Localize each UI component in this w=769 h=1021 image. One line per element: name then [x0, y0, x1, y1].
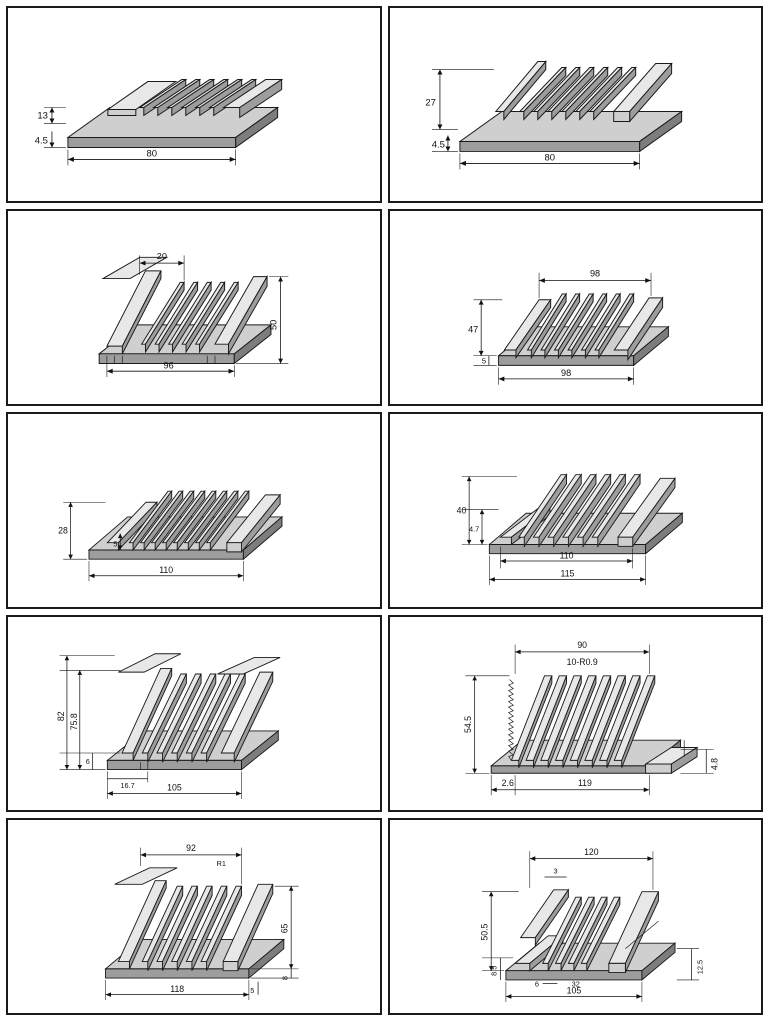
dim-label: 98 — [560, 368, 571, 379]
dim-label: 4.7 — [468, 524, 479, 534]
dim-label: 5 — [113, 539, 118, 549]
dim-label: 6 — [534, 979, 539, 989]
dim-label: 16.7 — [120, 780, 135, 790]
dim-label: 4.5 — [34, 135, 48, 147]
dim-label: 96 — [163, 360, 174, 371]
dim-label: 98 — [589, 268, 600, 279]
figure-cell-5 — [6, 412, 382, 609]
fig-7-drawing — [107, 654, 280, 770]
fig-6-drawing — [489, 475, 682, 554]
dim-label: 119 — [577, 778, 592, 789]
dim-label: 4.5 — [431, 139, 445, 151]
figure-cell-3 — [6, 209, 382, 406]
dim-label: 110 — [159, 564, 174, 575]
dim-label: 3 — [552, 866, 558, 876]
dim-label: 20 — [156, 251, 167, 262]
fig-8-drawing — [491, 676, 697, 773]
dim-label: 50.5 — [479, 923, 490, 941]
dim-label: 2.6 — [501, 778, 514, 789]
dim-label: 5 — [481, 356, 486, 366]
fig-3-drawing — [99, 257, 271, 363]
dim-label: 90 — [576, 640, 587, 651]
figure-grid — [6, 6, 763, 1015]
dim-label: 47 — [467, 324, 478, 335]
fig-5-drawing — [89, 491, 282, 559]
dim-label: 115 — [560, 568, 574, 579]
dim-label: 8.5 — [489, 965, 499, 976]
dim-label: 105 — [566, 985, 581, 996]
dim-label: 92 — [186, 843, 196, 854]
fig-2-drawing — [459, 62, 681, 152]
dim-label: 32 — [571, 979, 580, 989]
fig-1-drawing — [68, 80, 282, 148]
dim-label: 50 — [268, 319, 279, 330]
dim-label: 82 — [56, 711, 67, 722]
figure-cell-2 — [388, 6, 764, 203]
dim-label: 118 — [170, 983, 185, 994]
dim-label: 8 — [280, 976, 290, 981]
dim-label: 105 — [167, 782, 182, 793]
figure-cell-6 — [388, 412, 764, 609]
dim-label: 110 — [559, 550, 574, 561]
figure-cell-9 — [6, 818, 382, 1015]
dim-label: R1 — [216, 858, 227, 868]
dim-label: 4.8 — [708, 757, 719, 771]
figure-cell-4 — [388, 209, 764, 406]
figure-cell-1 — [6, 6, 382, 203]
dim-label: 120 — [583, 846, 599, 857]
fig-9-drawing — [106, 868, 284, 978]
fig-4-drawing — [498, 294, 668, 365]
figure-cell-8 — [388, 615, 764, 812]
fig-10-drawing — [505, 890, 674, 980]
dim-label: 54.5 — [462, 716, 473, 734]
dim-label: 13 — [37, 110, 48, 122]
dim-label: 80 — [146, 148, 158, 160]
figure-cell-7 — [6, 615, 382, 812]
dim-label: 6 — [85, 757, 90, 767]
dim-label: 12.5 — [695, 959, 705, 975]
dim-label: 65 — [279, 923, 290, 934]
figure-cell-10 — [388, 818, 764, 1015]
dim-label: 28 — [58, 525, 68, 536]
dim-label: 80 — [544, 152, 555, 164]
dim-label: 10-R0.9 — [566, 656, 598, 667]
dim-label: 75.8 — [69, 713, 80, 731]
dim-label: 40 — [456, 505, 466, 516]
dim-label: 5 — [250, 985, 255, 995]
dim-label: 27 — [424, 97, 436, 109]
